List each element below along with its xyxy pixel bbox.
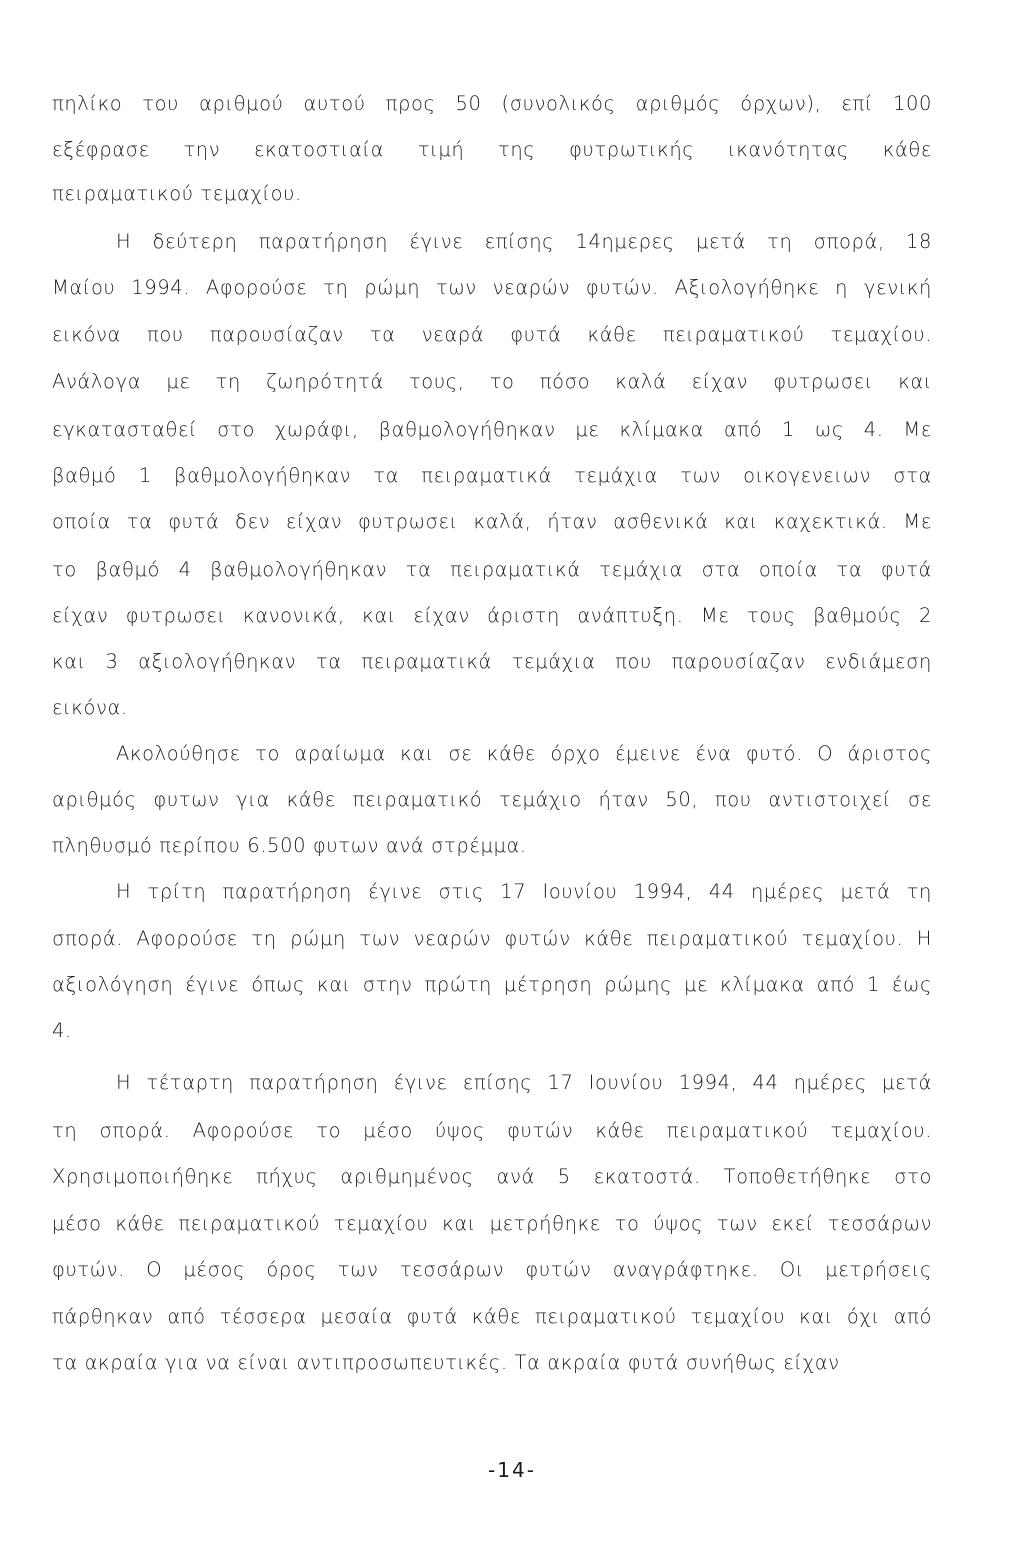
text-line: φυτών. Ο μέσος όρος των τεσσάρων φυτών αναγράφτηκε. Οι μετρήσεις: [52, 1258, 932, 1281]
text-line: 4.: [52, 1019, 72, 1042]
text-line: το βαθμό 4 βαθμολογήθηκαν τα πειραματικά τεμάχια στα οποία τα φυτά: [52, 558, 932, 581]
text-line: σπορά. Αφορούσε τη ρώμη των νεαρών φυτών κάθε πειραματικού τεμαχίου. Η: [52, 927, 932, 950]
text-line: τα ακραία για να είναι αντιπροσωπευτικές. Τα ακραία φυτά συνήθως είχαν: [52, 1351, 840, 1374]
text-line: πηλίκο του αριθμού αυτού προς 50 (συνολικός αριθμός όρχων), επί 100: [52, 92, 932, 115]
text-line: πληθυσμό περίπου 6.500 φυτων ανά στρέμμα.: [52, 834, 527, 857]
text-line: εικόνα που παρουσίαζαν τα νεαρά φυτά κάθε πειραματικού τεμαχίου.: [52, 323, 932, 346]
text-line: οποία τα φυτά δεν είχαν φυτρωσει καλά, ήταν ασθενικά και καχεκτικά. Με: [52, 510, 932, 533]
text-line: Ανάλογα με τη ζωηρότητά τους, το πόσο καλά είχαν φυτρωσει και: [52, 370, 932, 393]
text-line: τη σπορά. Αφορούσε το μέσο ύψος φυτών κάθε πειραματικού τεμαχίου.: [52, 1119, 932, 1142]
text-line: πάρθηκαν από τέσσερα μεσαία φυτά κάθε πειραματικού τεμαχίου και όχι από: [52, 1305, 932, 1328]
text-line: είχαν φυτρωσει κανονικά, και είχαν άριστη ανάπτυξη. Με τους βαθμούς 2: [52, 604, 932, 627]
text-line: βαθμό 1 βαθμολογήθηκαν τα πειραματικά τεμάχια των οικογενειων στα: [52, 464, 932, 487]
text-line: και 3 αξιολογήθηκαν τα πειραματικά τεμάχια που παρουσίαζαν ενδιάμεση: [52, 650, 932, 673]
text-line: Η τέταρτη παρατήρηση έγινε επίσης 17 Ιουνίου 1994, 44 ημέρες μετά: [116, 1071, 932, 1094]
text-line: Η δεύτερη παρατήρηση έγινε επίσης 14ημερες μετά τη σπορά, 18: [116, 230, 932, 253]
text-line: Ακολούθησε το αραίωμα και σε κάθε όρχο έμεινε ένα φυτό. Ο άριστος: [116, 742, 932, 765]
text-line: μέσο κάθε πειραματικού τεμαχίου και μετρήθηκε το ύψος των εκεί τεσσάρων: [52, 1212, 932, 1235]
text-line: αριθμός φυτων για κάθε πειραματικό τεμάχιο ήταν 50, που αντιστοιχεί σε: [52, 788, 932, 811]
text-line: εικόνα.: [52, 696, 128, 719]
text-line: Η τρίτη παρατήρηση έγινε στις 17 Ιουνίου 1994, 44 ημέρες μετά τη: [116, 880, 932, 903]
text-line: αξιολόγηση έγινε όπως και στην πρώτη μέτρηση ρώμης με κλίμακα από 1 έως: [52, 973, 932, 996]
text-line: Χρησιμοποιήθηκε πήχυς αριθμημένος ανά 5 εκατοστά. Τοποθετήθηκε στο: [52, 1165, 932, 1188]
text-line: πειραματικού τεμαχίου.: [52, 182, 302, 205]
page-number: -14-: [488, 1458, 536, 1482]
text-line: εξέφρασε την εκατοστιαία τιμή της φυτρωτικής ικανότητας κάθε: [52, 138, 932, 161]
text-line: εγκατασταθεί στο χωράφι, βαθμολογήθηκαν με κλίμακα από 1 ως 4. Με: [52, 418, 932, 441]
text-line: Μαίου 1994. Αφορούσε τη ρώμη των νεαρών φυτών. Αξιολογήθηκε η γενική: [52, 276, 932, 299]
